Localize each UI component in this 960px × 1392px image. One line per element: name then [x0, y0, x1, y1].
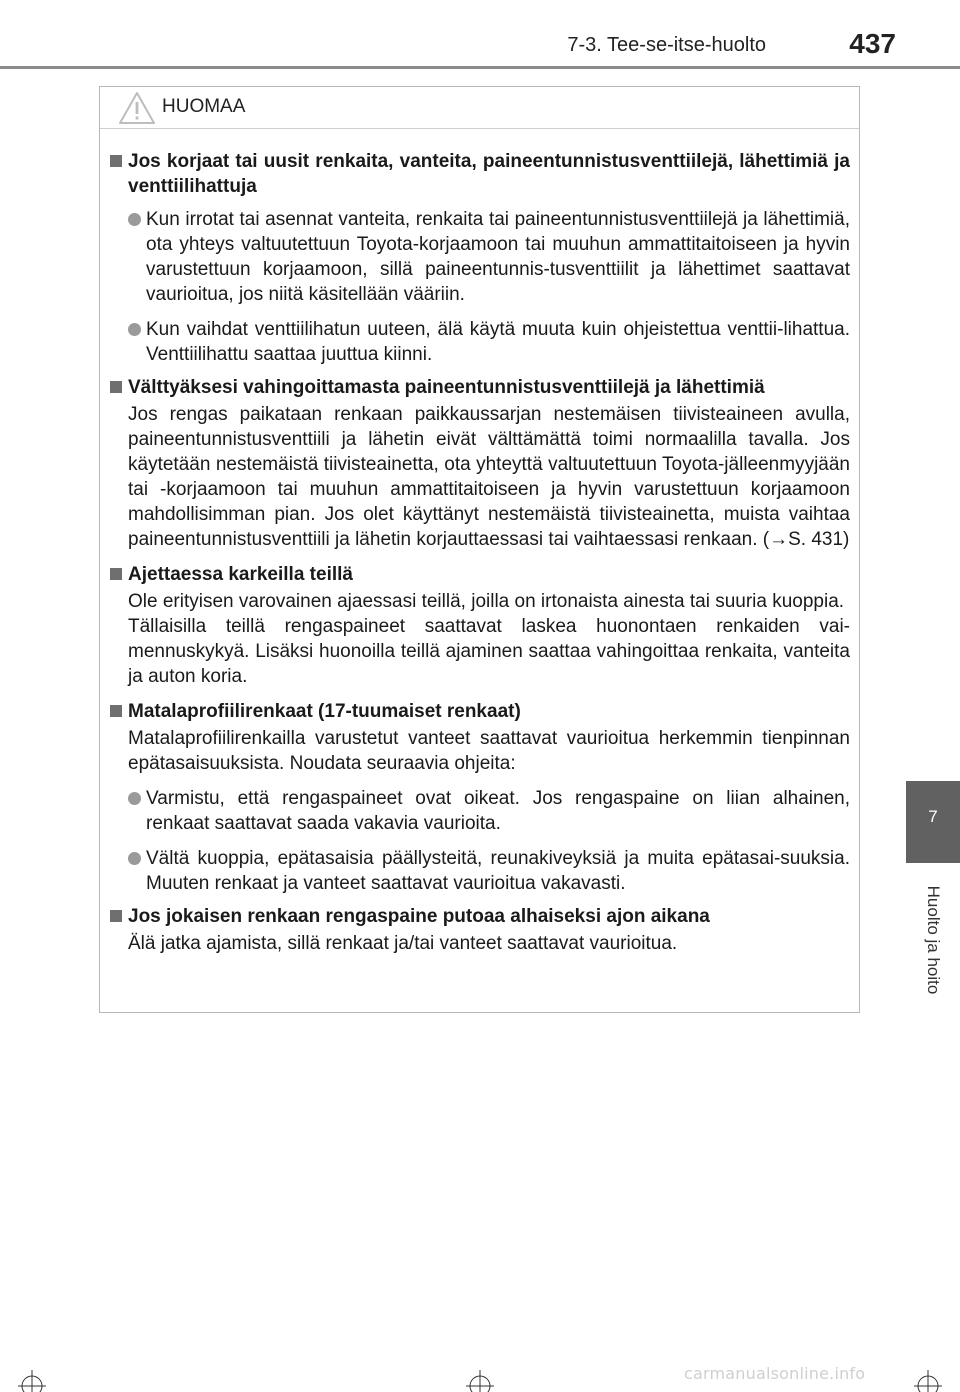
section-heading: [108, 375, 850, 400]
section-heading-text: Ajettaessa karkeilla teillä: [128, 564, 353, 585]
registration-mark-icon: [466, 1364, 494, 1392]
square-bullet-icon: [110, 910, 122, 922]
bullet-text: Kun irrotat tai asennat vanteita, renkaita tai paineentunnistusventtiilejä ja lähettimiä, ota yhteys valtuutettuun Toyota-korjaamoon tai muuhun ammattitaitoiseen ja hyvin varustettuun korjaamoon, sillä paineentunnis-tusventtiilit ja lähettimet saattavat vaurioitua, jos niitä käsitellään vääriin.: [146, 209, 850, 305]
registration-mark-icon: [914, 1364, 942, 1392]
chapter-number: 7: [928, 807, 938, 826]
section-heading-text: Jos jokaisen renkaan rengaspaine putoaa alhaiseksi ajon aikana: [128, 906, 710, 927]
square-bullet-icon: [110, 155, 122, 167]
circle-bullet-icon: [128, 323, 141, 336]
circle-bullet-icon: [128, 213, 141, 226]
square-bullet-icon: [110, 381, 122, 393]
section-heading: [108, 562, 850, 587]
square-bullet-icon: [110, 568, 122, 580]
section-body: Tällaisilla teillä rengaspaineet saattavat laskea huonontaen renkaiden vai-mennuskykyä. Lisäksi huonoilla teillä ajaminen saattaa vahingoittaa renkaita, vanteita ja auton koria.: [128, 616, 850, 687]
bullet-item: [108, 846, 850, 896]
bullet-item: [108, 207, 850, 307]
chapter-label: Huolto ja hoito: [924, 885, 943, 995]
notice-header: [100, 87, 859, 129]
notice-content: [100, 129, 859, 956]
section-heading: [108, 699, 850, 724]
section-heading-text: Matalaprofiilirenkaat (17-tuumaiset renkaat): [128, 701, 521, 722]
bullet-item: [108, 317, 850, 367]
section-body: Jos rengas paikataan renkaan paikkaussarjan nestemäisen tiivisteaineen avulla, paineentunnistusventtiili ja lähetin eivät välttämättä toimi normaalilla tavalla. Jos käytetään nestemäistä tiivisteainetta, ota yhteyttä valtuutettuun Toyota-jälleenmyyjään tai -korjaamoon tai muuhun ammattitaitoiseen ja hyvin varustettuun korjaamoon mahdollisimman pian. Jos olet käyttänyt nestemäistä tiivisteainetta, muista vaihtaa paineentunnistusventtiili ja lähetin korjauttaessasi tai vaihtaessasi renkaan. (→S. 431): [128, 404, 850, 550]
warning-triangle-icon: [118, 91, 156, 125]
section-body: Älä jatka ajamista, sillä renkaat ja/tai vanteet saattavat vaurioitua.: [128, 933, 678, 954]
bullet-text: Varmistu, että rengaspaineet ovat oikeat. Jos rengaspaine on liian alhainen, renkaat saattavat saada vakavia vaurioita.: [146, 788, 850, 834]
section-heading-text: Jos korjaat tai uusit renkaita, vanteita, paineentunnistusventtiilejä, lähettimiä ja venttiilihattuja: [128, 151, 850, 197]
bullet-text: Vältä kuoppia, epätasaisia päällysteitä, reunakiveyksiä ja muita epätasai-suuksia. Muuten renkaat ja vanteet saattavat vaurioitua vakavasti.: [146, 848, 850, 894]
circle-bullet-icon: [128, 792, 141, 805]
bullet-item: [108, 786, 850, 836]
section-body: Matalaprofiilirenkailla varustetut vanteet saattavat vaurioitua herkemmin tienpinnan epätasaisuuksista. Noudata seuraavia ohjeita:: [128, 728, 850, 774]
square-bullet-icon: [110, 705, 122, 717]
section-heading-text: Välttyäksesi vahingoittamasta paineentunnistusventtiilejä ja lähettimiä: [128, 377, 765, 398]
page-number: 437: [849, 28, 896, 59]
bullet-text: Kun vaihdat venttiilihatun uuteen, älä käytä muuta kuin ohjeistettua venttii-lihattua. Venttiilihattu saattaa juuttua kiinni.: [146, 319, 850, 365]
notice-title: HUOMAA: [162, 96, 246, 117]
header-rule: [0, 66, 960, 69]
chapter-tab: [906, 781, 960, 863]
registration-mark-icon: [18, 1364, 46, 1392]
watermark-text: carmanualsonline.info: [684, 1364, 866, 1383]
circle-bullet-icon: [128, 852, 141, 865]
section-title: 7-3. Tee-se-itse-huolto: [567, 34, 766, 56]
section-heading: [108, 149, 850, 199]
section-body: Ole erityisen varovainen ajaessasi teillä, joilla on irtonaista ainesta tai suuria kuoppia.: [128, 591, 845, 612]
section-heading: [108, 904, 850, 929]
notice-box: [99, 86, 860, 1013]
